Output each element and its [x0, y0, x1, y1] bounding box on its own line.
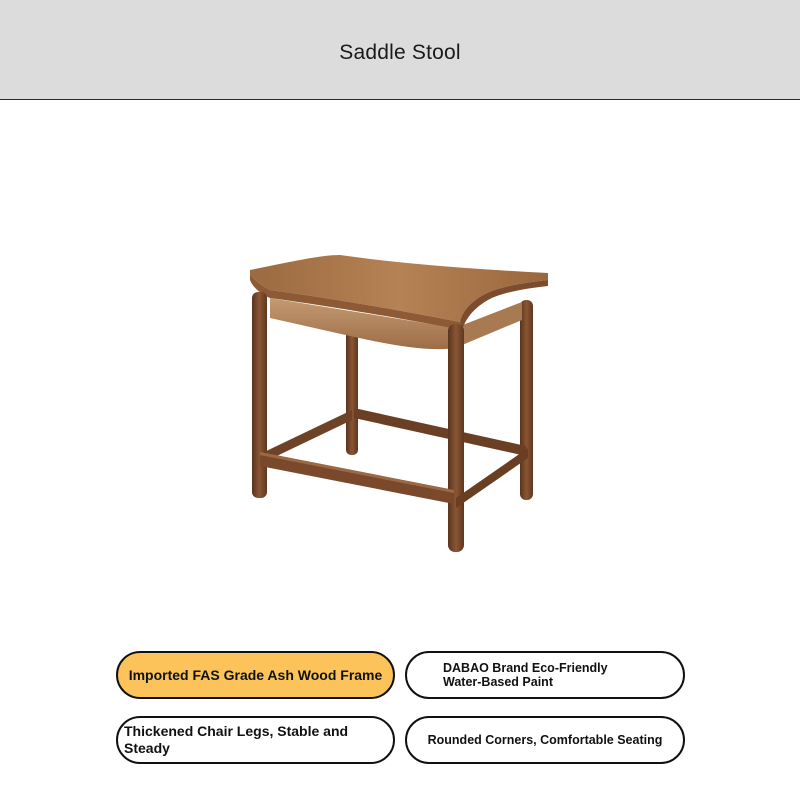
- feature-rounded-corners: [405, 716, 685, 764]
- feature-ash-wood-frame: [116, 651, 395, 699]
- feature-label: Thickened Chair Legs, Stable and Steady: [124, 723, 349, 756]
- front-right-leg: [448, 324, 464, 552]
- right-side-stretcher: [456, 448, 528, 508]
- front-stretcher-top: [260, 452, 454, 493]
- back-left-leg: [346, 320, 358, 455]
- feature-label: Imported FAS Grade Ash Wood Frame: [128, 667, 383, 683]
- stool-image: [230, 240, 570, 570]
- feature-label: DABAO Brand Eco-Friendly Water-Based Paint: [443, 661, 608, 689]
- front-left-leg: [252, 292, 267, 498]
- page-header: [0, 0, 800, 100]
- back-right-leg: [520, 300, 533, 500]
- back-stretcher: [354, 408, 526, 456]
- feature-thick-legs: [116, 716, 395, 764]
- feature-eco-paint: [405, 651, 685, 699]
- feature-label: Rounded Corners, Comfortable Seating: [427, 733, 663, 747]
- page-title: Saddle Stool: [339, 40, 461, 64]
